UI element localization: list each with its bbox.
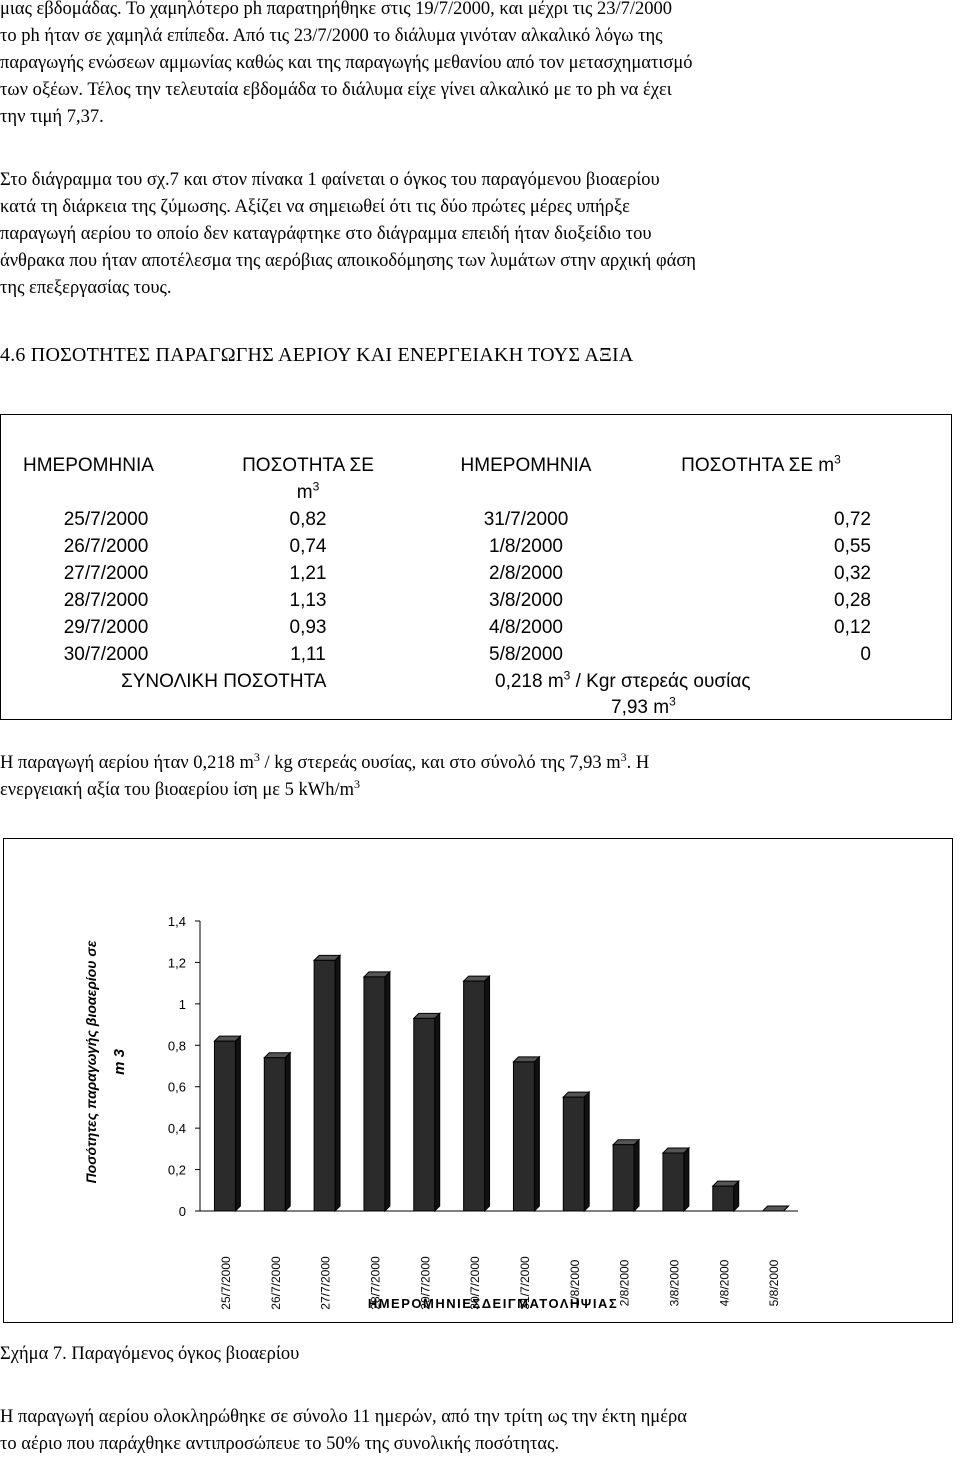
x-tick-label: 26/7/2000: [268, 1256, 283, 1310]
bar-top: [314, 955, 340, 960]
biogas-chart: [3, 838, 953, 1323]
bar-side: [584, 1092, 589, 1211]
x-tick-label: 29/7/2000: [418, 1256, 433, 1310]
bar-side: [435, 1013, 440, 1211]
bar-side: [485, 976, 490, 1211]
bar: [414, 1018, 435, 1211]
bar: [364, 977, 385, 1211]
x-tick-label: 31/7/2000: [517, 1256, 532, 1310]
bar-top: [364, 972, 390, 977]
bar-side: [235, 1036, 240, 1211]
text-line: μιας εβδομάδας. Το χαμηλότερο ph παρατηρήθηκε στις 19/7/2000, και μέχρι τις 23/7/2000: [0, 0, 673, 19]
biogas-bar-chart: [4, 839, 952, 1322]
row-quantity-2: 0,28: [834, 590, 871, 611]
bar-top: [513, 1057, 539, 1062]
y-tick-label: 1: [178, 996, 186, 1012]
bar-top: [713, 1181, 739, 1186]
x-tick-label: 1/8/2000: [567, 1259, 582, 1307]
row-date-1: 28/7/2000: [63, 590, 149, 611]
bar: [563, 1097, 584, 1211]
bar-side: [335, 955, 340, 1211]
y-tick-label: 0,8: [167, 1038, 186, 1054]
row-quantity-2: 0,72: [834, 509, 871, 530]
x-tick-label: 4/8/2000: [717, 1259, 732, 1307]
text-line: το αέριο που παράχθηκε αντιπροσώπευε το 50% της συνολικής ποσότητας.: [0, 1434, 560, 1454]
y-tick-label: 0,4: [167, 1121, 186, 1137]
header-quantity-1: ΠΟΣΟΤΗΤΑ ΣΕ: [242, 455, 374, 476]
energy-paragraph: [0, 750, 956, 804]
row-date-1: 25/7/2000: [63, 509, 149, 530]
row-quantity-2: 0,12: [834, 617, 871, 638]
x-tick-label: 27/7/2000: [318, 1256, 333, 1310]
row-quantity-2: 0: [860, 644, 871, 665]
bar-side: [634, 1140, 639, 1211]
row-quantity-2: 0,55: [834, 536, 871, 557]
bar: [264, 1058, 285, 1211]
row-date-1: 30/7/2000: [63, 644, 149, 665]
total-rate-value: 0,218 $m^3$ / Kgr στερεάς ουσίας: [495, 668, 751, 692]
y-tick-label: 1,4: [167, 914, 186, 929]
bar-side: [285, 1053, 290, 1211]
row-quantity-1: 0,82: [289, 509, 327, 530]
figure-caption: Σχήμα 7. Παραγόμενος όγκος βιοαερίου: [0, 1344, 300, 1364]
header-date-2: ΗΜΕΡΟΜΗΝΙΑ: [460, 455, 592, 476]
x-tick-label: 25/7/2000: [218, 1256, 233, 1310]
bar-top: [663, 1148, 689, 1153]
x-tick-label: 2/8/2000: [617, 1259, 632, 1307]
header-quantity-1-unit: $m^3$: [296, 479, 320, 503]
text-line: Η παραγωγή αερίου ήταν 0,218 $m^3$ / kg στερεάς ουσίας, και στο σύνολό της 7,93 $m^3$. Η: [0, 749, 650, 773]
row-quantity-1: 1,13: [289, 590, 327, 611]
total-quantity-label: ΣΥΝΟΛΙΚΗ ΠΟΣΟΤΗΤΑ: [121, 671, 327, 692]
bar-top: [414, 1013, 440, 1018]
bar-top: [214, 1036, 240, 1041]
bar-top: [264, 1053, 290, 1058]
y-tick-label: 1,2: [167, 955, 186, 971]
bar-top: [464, 976, 490, 981]
bar: [464, 981, 485, 1211]
intro-paragraph: [0, 0, 956, 131]
text-line: Η παραγωγή αερίου ολοκληρώθηκε σε σύνολο 11 ημερών, από την τρίτη ως την έκτη ημέρα: [0, 1407, 687, 1427]
row-quantity-2: 0,32: [834, 563, 871, 584]
x-tick-label: 5/8/2000: [767, 1259, 782, 1307]
bar: [314, 960, 335, 1211]
text-line: παραγωγή αερίου το οποίο δεν καταγράφτηκε στο διάγραμμα επειδή ήταν διοξείδιο του: [0, 224, 652, 244]
y-tick-label: 0,6: [167, 1079, 186, 1095]
bar-side: [385, 972, 390, 1211]
row-quantity-1: 0,74: [289, 536, 327, 557]
y-axis-title-line-1: Ποσότητες παραγωγής βιοαερίου σε: [83, 940, 99, 1184]
text-line: της επεξεργασίας τους.: [0, 278, 172, 298]
x-tick-label: 30/7/2000: [468, 1256, 483, 1310]
gas-volume-paragraph: [0, 167, 956, 302]
total-volume-value: 7,93 $m^3$: [611, 694, 676, 718]
bars: [214, 955, 788, 1211]
y-tick-label: 0: [178, 1204, 186, 1219]
header-date-1: ΗΜΕΡΟΜΗΝΙΑ: [23, 455, 154, 476]
text-line: ενεργειακή αξία του βιοαερίου ίση με 5 kWh/$m^3$: [0, 776, 361, 800]
text-line: Στο διάγραμμα του σχ.7 και στον πίνακα 1 φαίνεται ο όγκος του παραγόμενου βιοαερίου: [0, 170, 660, 190]
bar-side: [684, 1148, 689, 1211]
y-axis-title: [83, 940, 128, 1183]
text-line: κατά τη διάρκεια της ζύμωσης. Αξίζει να σημειωθεί ότι τις δύο πρώτες μέρες υπήρξε: [0, 197, 630, 217]
bar-top: [613, 1140, 639, 1145]
row-date-2: 31/7/2000: [483, 509, 569, 530]
text-line: την τιμή 7,37.: [0, 107, 104, 127]
row-quantity-1: 1,21: [289, 563, 327, 584]
bar: [713, 1186, 734, 1211]
text-line: των οξέων. Τέλος την τελευταία εβδομάδα το διάλυμα είχε γίνει αλκαλικό με το ph να έχει: [0, 80, 672, 100]
row-date-2: 3/8/2000: [489, 590, 563, 611]
text-line: το ph ήταν σε χαμηλά επίπεδα. Από τις 23/7/2000 το διάλυμα γινόταν αλκαλικό λόγω της: [0, 26, 663, 46]
row-date-1: 26/7/2000: [63, 536, 149, 557]
text-line: άνθρακα που ήταν αποτέλεσμα της αερόβιας αποικοδόμησης των λυμάτων στην αρχική φάση: [0, 251, 696, 271]
section-heading: 4.6 ΠΟΣΟΤΗΤΕΣ ΠΑΡΑΓΩΓΗΣ ΑΕΡΙΟΥ ΚΑΙ ΕΝΕΡΓΕΙΑΚΗ ΤΟΥΣ ΑΞΙΑ: [0, 344, 634, 366]
bar-side: [534, 1057, 539, 1211]
x-tick-label: 28/7/2000: [368, 1256, 383, 1310]
bar: [613, 1145, 634, 1211]
row-date-2: 2/8/2000: [489, 563, 563, 584]
row-date-1: 27/7/2000: [63, 563, 149, 584]
header-quantity-2: ΠΟΣΟΤΗΤΑ ΣΕ $m^3$: [681, 452, 841, 476]
row-quantity-1: 0,93: [289, 617, 327, 638]
row-date-1: 29/7/2000: [63, 617, 149, 638]
row-date-2: 1/8/2000: [489, 536, 563, 557]
y-axis-ticks: [168, 914, 200, 1219]
row-quantity-1: 1,11: [290, 644, 326, 665]
bar-top: [763, 1206, 789, 1211]
y-tick-label: 0,2: [167, 1162, 186, 1178]
x-tick-label: 3/8/2000: [667, 1259, 682, 1307]
gas-quantity-table: [0, 414, 952, 720]
x-axis-title: ΗΜΕΡΟΜΗΝΙΕΣΔΕΙΓΜΑΤΟΛΗΨΙΑΣ: [367, 1296, 619, 1311]
row-date-2: 4/8/2000: [489, 617, 563, 638]
bar: [214, 1041, 235, 1211]
bar: [513, 1062, 534, 1211]
row-date-2: 5/8/2000: [489, 644, 563, 665]
y-axis-title-line-2: m 3: [111, 1049, 128, 1075]
text-line: παραγωγής ενώσεων αμμωνίας καθώς και της παραγωγής μεθανίου από τον μετασχηματισμό: [0, 53, 693, 73]
closing-paragraph: [0, 1404, 956, 1458]
bar-top: [563, 1092, 589, 1097]
bar: [663, 1153, 684, 1211]
